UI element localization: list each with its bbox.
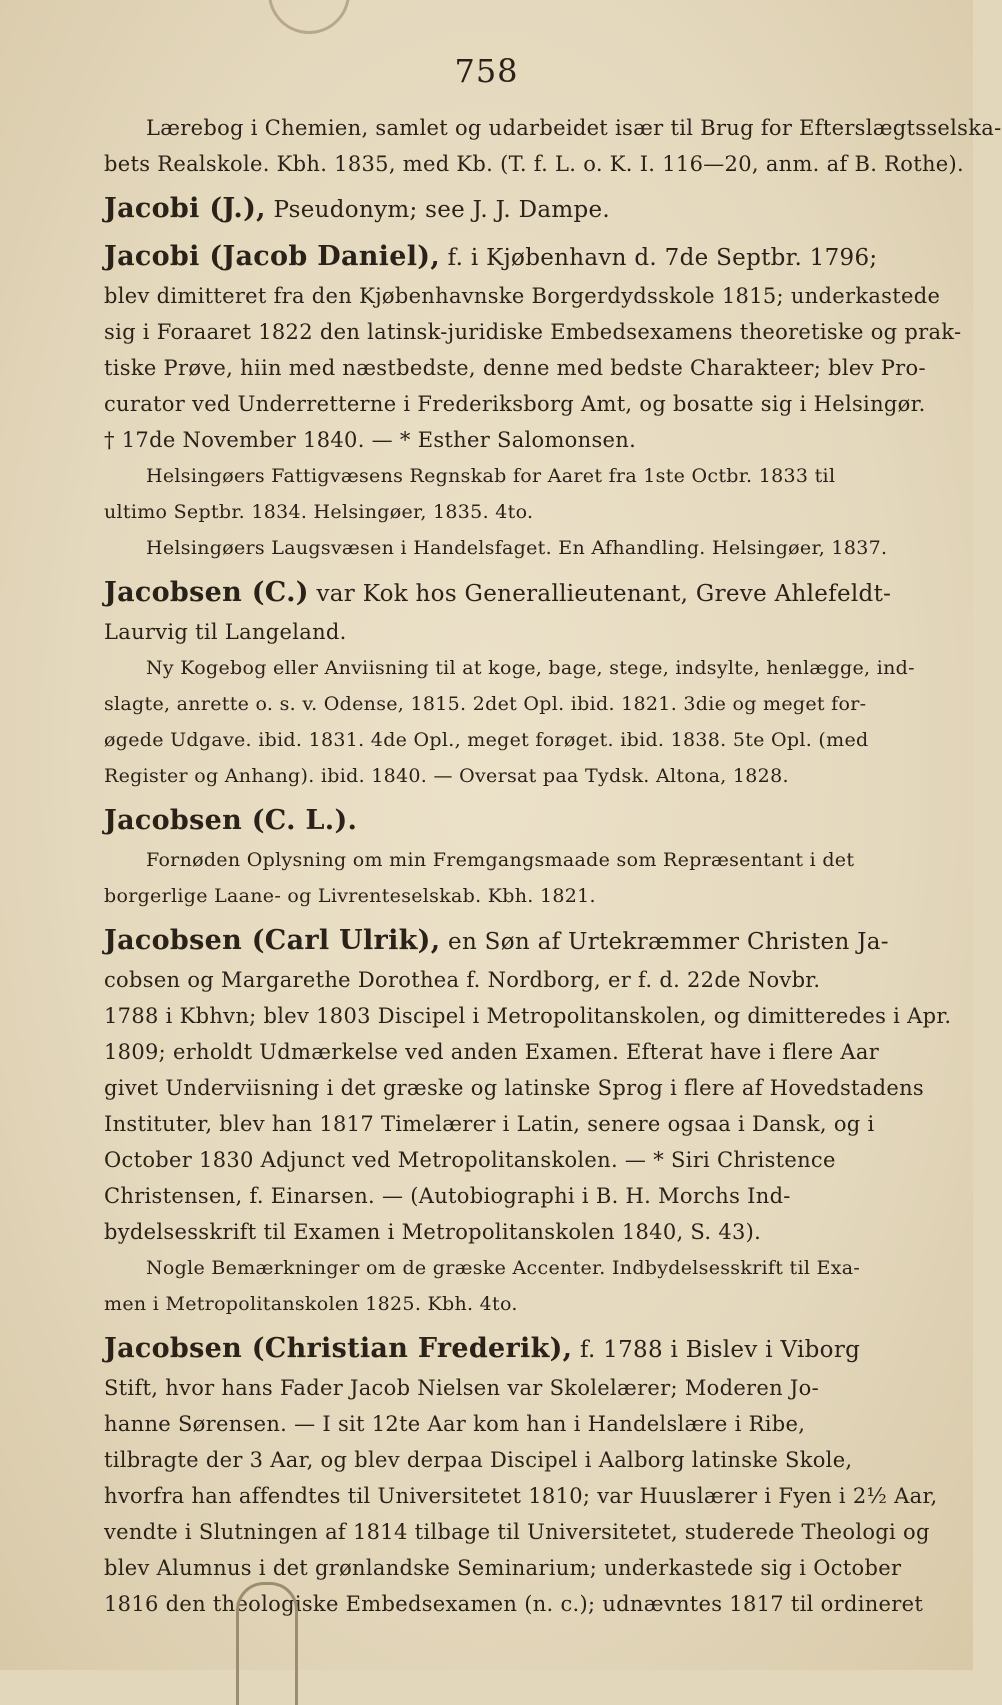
- text-line: [104, 1178, 904, 1214]
- line-text: vendte i Slutningen af 1814 tilbage til Universitetet, studerede Theologi og: [104, 1520, 930, 1544]
- entry-heading-line: [104, 572, 904, 614]
- text-line: [104, 146, 964, 182]
- line-text: 1788 i Kbhvn; blev 1803 Discipel i Metropolitanskolen, og dimitteredes i Apr.: [104, 1004, 952, 1028]
- line-text: Pseudonym; see J. J. Dampe.: [265, 197, 610, 223]
- page-text: [104, 110, 1002, 1622]
- text-line: [104, 1586, 924, 1622]
- entry-heading-line: [104, 1328, 904, 1370]
- text-line: [104, 614, 904, 650]
- line-text: men i Metropolitanskolen 1825. Kbh. 4to.: [104, 1293, 518, 1315]
- text-line: [104, 422, 904, 458]
- line-text: Register og Anhang). ibid. 1840. — Oversat paa Tydsk. Altona, 1828.: [104, 765, 789, 787]
- text-line: [104, 1550, 904, 1586]
- line-text: Nogle Bemærkninger om de græske Accenter. Indbydelsesskrift til Exa-: [146, 1257, 861, 1279]
- entry-name: Jacobsen (Carl Ulrik),: [104, 925, 441, 956]
- text-line: [104, 842, 904, 878]
- text-line: [104, 314, 962, 350]
- text-line: [104, 1106, 904, 1142]
- entry-heading-line: [104, 920, 904, 962]
- line-text: øgede Udgave. ibid. 1831. 4de Opl., meget forøget. ibid. 1838. 5te Opl. (med: [104, 729, 869, 751]
- line-text: Laurvig til Langeland.: [104, 620, 347, 644]
- line-text: tilbragte der 3 Aar, og blev derpaa Discipel i Aalborg latinske Skole,: [104, 1448, 853, 1472]
- text-line: [104, 278, 941, 314]
- entry-name: Jacobi (Jacob Daniel),: [104, 241, 441, 272]
- line-text: bydelsesskrift til Examen i Metropolitanskolen 1840, S. 43).: [104, 1220, 762, 1244]
- line-text: borgerlige Laane- og Livrenteselskab. Kbh. 1821.: [104, 885, 596, 907]
- text-line: [104, 686, 904, 722]
- text-line: [104, 1214, 904, 1250]
- text-line: [104, 998, 952, 1034]
- entry-name: Jacobsen (C.): [104, 577, 309, 608]
- text-line: [104, 530, 904, 566]
- line-text: cobsen og Margarethe Dorothea f. Nordborg, er f. d. 22de Novbr.: [104, 968, 821, 992]
- line-text: Christensen, f. Einarsen. — (Autobiographi i B. H. Morchs Ind-: [104, 1184, 791, 1208]
- line-text: October 1830 Adjunct ved Metropolitanskolen. — * Siri Christence: [104, 1148, 836, 1172]
- line-text: Helsingøers Fattigvæsens Regnskab for Aaret fra 1ste Octbr. 1833 til: [146, 465, 836, 487]
- line-text: 1809; erholdt Udmærkelse ved anden Examen. Efterat have i flere Aar: [104, 1040, 880, 1064]
- line-text: blev dimitteret fra den Kjøbenhavnske Borgerdydsskole 1815; underkastede: [104, 284, 941, 308]
- line-text: givet Underviisning i det græske og latinske Sprog i flere af Hovedstadens: [104, 1076, 924, 1100]
- text-line: [104, 1370, 904, 1406]
- line-text: f. i Kjøbenhavn d. 7de Septbr. 1796;: [440, 245, 878, 271]
- line-text: slagte, anrette o. s. v. Odense, 1815. 2det Opl. ibid. 1821. 3die og meget for-: [104, 693, 867, 715]
- text-line: [104, 1286, 904, 1322]
- line-text: Instituter, blev han 1817 Timelærer i Latin, senere ogsaa i Dansk, og i: [104, 1112, 875, 1136]
- text-line: [104, 494, 904, 530]
- entry-name: Jacobi (J.),: [104, 193, 266, 224]
- line-text: blev Alumnus i det grønlandske Seminarium; underkastede sig i October: [104, 1556, 902, 1580]
- text-line: [104, 1070, 924, 1106]
- line-text: Fornøden Oplysning om min Fremgangsmaade som Repræsentant i det: [146, 849, 855, 871]
- line-text: Helsingøers Laugsvæsen i Handelsfaget. En Afhandling. Helsingøer, 1837.: [146, 537, 888, 559]
- line-text: curator ved Underretterne i Frederiksborg Amt, og bosatte sig i Helsingør.: [104, 392, 926, 416]
- line-text: hvorfra han affendtes til Universitetet 1810; var Huuslærer i Fyen i 2½ Aar,: [104, 1484, 938, 1508]
- text-line: [104, 1250, 904, 1286]
- binding-mark: [236, 1582, 298, 1705]
- page-number: 758: [454, 52, 519, 90]
- line-text: tiske Prøve, hiin med næstbedste, denne med bedste Charakteer; blev Pro-: [104, 356, 926, 380]
- line-text: Lærebog i Chemien, samlet og udarbeidet især til Brug for Efterslægtsselska-: [146, 116, 1002, 140]
- text-line: [104, 1406, 904, 1442]
- text-line: [104, 1514, 930, 1550]
- text-line: [104, 1442, 904, 1478]
- line-text: var Kok hos Generallieutenant, Greve Ahlefeldt-: [308, 581, 892, 607]
- line-text: sig i Foraaret 1822 den latinsk-juridiske Embedsexamens theoretiske og prak-: [104, 320, 962, 344]
- text-line: [104, 758, 904, 794]
- line-text: † 17de November 1840. — * Esther Salomonsen.: [104, 428, 637, 452]
- entry-heading-line: [104, 800, 904, 842]
- text-line: [104, 1142, 904, 1178]
- text-line: [104, 1034, 904, 1070]
- seal-mark: [268, 0, 350, 34]
- entry-heading-line: [104, 236, 904, 278]
- line-text: Ny Kogebog eller Anviisning til at koge, bage, stege, indsylte, henlægge, ind-: [146, 657, 915, 679]
- entry-name: Jacobsen (Christian Frederik),: [104, 1333, 573, 1364]
- text-line: [104, 722, 904, 758]
- text-line: [104, 878, 904, 914]
- text-line: [104, 1478, 938, 1514]
- text-line: [104, 350, 926, 386]
- line-text: hanne Sørensen. — I sit 12te Aar kom han i Handelslære i Ribe,: [104, 1412, 806, 1436]
- text-line: [104, 962, 904, 998]
- line-text: ultimo Septbr. 1834. Helsingøer, 1835. 4to.: [104, 501, 534, 523]
- line-text: 1816 den theologiske Embedsexamen (n. c.); udnævntes 1817 til ordineret: [104, 1592, 924, 1616]
- text-line: [104, 650, 915, 686]
- text-line: [104, 386, 926, 422]
- entry-heading-line: [104, 188, 904, 230]
- text-line: [104, 110, 1002, 146]
- line-text: en Søn af Urtekræmmer Christen Ja-: [440, 929, 889, 955]
- line-text: Stift, hvor hans Fader Jacob Nielsen var Skolelærer; Moderen Jo-: [104, 1376, 819, 1400]
- line-text: f. 1788 i Bislev i Viborg: [572, 1337, 861, 1363]
- entry-name: Jacobsen (C. L.).: [104, 805, 358, 836]
- text-line: [104, 458, 904, 494]
- line-text: bets Realskole. Kbh. 1835, med Kb. (T. f. L. o. K. I. 116—20, anm. af B. Rothe).: [104, 152, 964, 176]
